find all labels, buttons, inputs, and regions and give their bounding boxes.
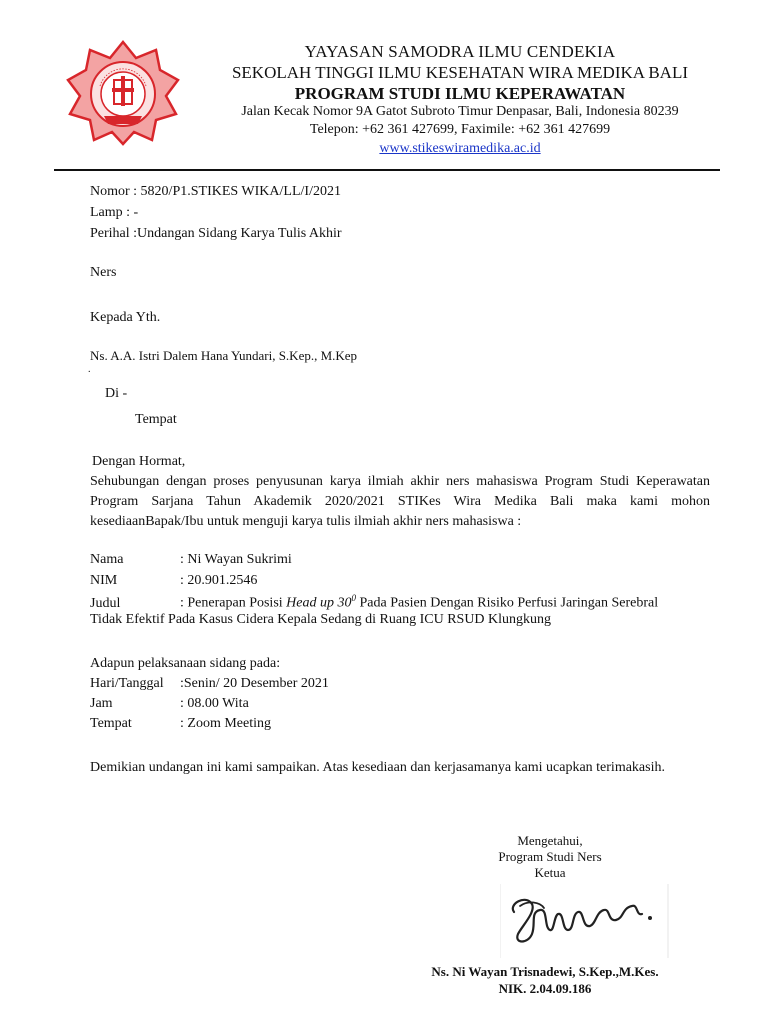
student-title-line2: Tidak Efektif Pada Kasus Cidera Kepala Sedang di Ruang ICU RSUD Klungkung (90, 612, 552, 627)
intro-paragraph: Sehubungan dengan proses penyusunan karya ilmiah akhir ners mahasiswa Program Studi Keperawatan Program Sarjana Tahun Akademik 2020/2021 STIKes Wira Medika Bali maka kami mohon kesediaanBapak/Ibu untuk menguji karya tulis ilmiah akhir ners mahasiswa : (90, 474, 710, 529)
schedule-intro: Adapun pelaksanaan sidang pada: (90, 656, 281, 671)
degree-superscript: 0 (351, 593, 356, 603)
closing-paragraph: Demikian undangan ini kami sampaikan. Atas kesediaan dan kerjasamanya kami ucapkan terimakasih. (90, 760, 665, 775)
schedule-date-value: :Senin/ 20 Desember 2021 (180, 676, 329, 691)
schedule-date-label: Hari/Tanggal (90, 676, 164, 691)
school-logo (64, 40, 182, 146)
program-name: PROGRAM STUDI ILMU KEPERAWATAN (294, 84, 626, 103)
student-nim-label: NIM (90, 573, 118, 588)
school-name: SEKOLAH TINGGI ILMU KESEHATAN WIRA MEDIKA BALI (231, 63, 689, 82)
signer-name: Ns. Ni Wayan Trisnadewi, S.Kep.,M.Kes. (431, 964, 659, 979)
schedule-place-row (90, 716, 271, 732)
school-phone: Telepon: +62 361 427699, Faximile: +62 361 427699 (309, 122, 611, 137)
school-address: Jalan Kecak Nomor 9A Gatot Subroto Timur Denpasar, Bali, Indonesia 80239 (241, 104, 679, 119)
student-title-rest: Pada Pasien Dengan Risiko Perfusi Jaringan Serebral (355, 595, 659, 611)
letter-ners: Ners (90, 265, 117, 280)
addressee-heading: Kepada Yth. (90, 310, 161, 325)
student-title-italic: Head up 30 (286, 595, 352, 611)
mengetahui-label: Mengetahui, (517, 833, 583, 848)
header-divider (54, 169, 720, 171)
schedule-time-label: Jam (90, 696, 113, 711)
student-name-value: : Ni Wayan Sukrimi (180, 552, 292, 567)
signature-block (470, 833, 630, 881)
signer-details (380, 963, 710, 997)
schedule-place-label: Tempat (90, 716, 132, 731)
student-nim-value: : 20.901.2546 (180, 573, 258, 588)
student-title-label: Judul (90, 595, 121, 611)
recipient-name: Ns. A.A. Istri Dalem Hana Yundari, S.Kep., M.Kep (90, 348, 358, 363)
letter-attachment: Lamp : - (90, 205, 139, 220)
student-title-row (90, 593, 658, 612)
foundation-name: YAYASAN SAMODRA ILMU CENDEKIA (304, 42, 616, 61)
schedule-place-value: : Zoom Meeting (180, 716, 271, 731)
signer-nik: NIK. 2.04.09.186 (498, 981, 592, 996)
signer-role: Ketua (534, 865, 566, 880)
student-name-row (90, 552, 292, 568)
student-title-prefix: : Penerapan Posisi (180, 595, 287, 611)
tempat-line: Tempat (135, 412, 177, 427)
handwritten-signature (500, 882, 670, 960)
school-website-link[interactable]: www.stikeswiramedika.ac.id (379, 141, 541, 156)
letter-number: Nomor : 5820/P1.STIKES WIKA/LL/I/2021 (90, 184, 341, 199)
salutation: Dengan Hormat, (92, 454, 186, 469)
letter-subject: Perihal :Undangan Sidang Karya Tulis Akhir (90, 226, 342, 241)
schedule-time-row (90, 696, 249, 712)
signer-unit: Program Studi Ners (498, 849, 602, 864)
student-nim-row (90, 573, 257, 589)
schedule-time-value: : 08.00 Wita (180, 696, 249, 711)
student-name-label: Nama (90, 552, 124, 567)
di-line: Di - (105, 386, 128, 401)
stray-dot: . (88, 364, 91, 375)
schedule-date-row (90, 676, 329, 692)
